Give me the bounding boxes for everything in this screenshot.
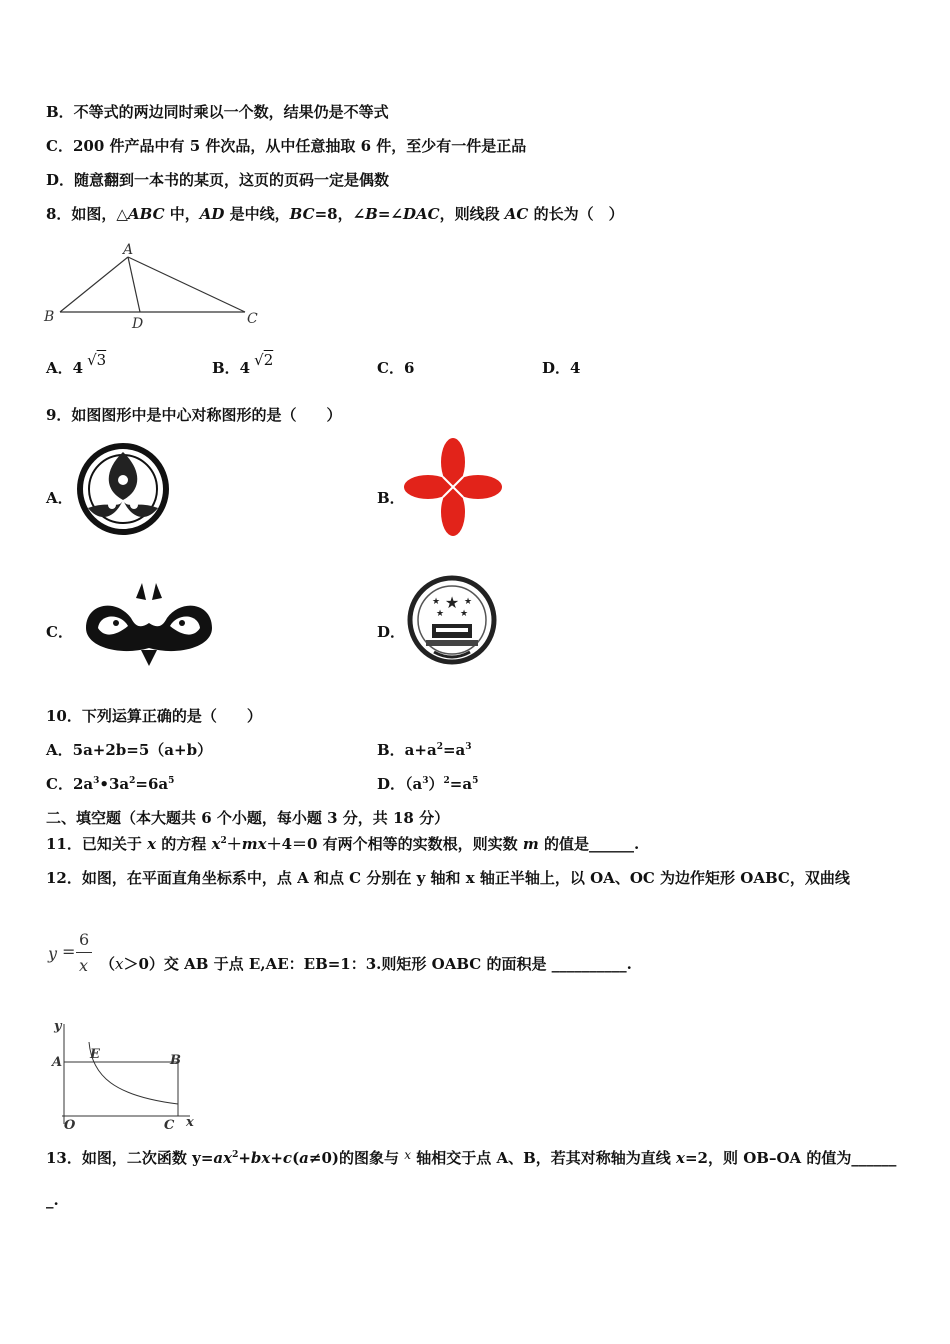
vertex-label-b: B xyxy=(44,309,55,325)
q10-stem: 10．下列运算正确的是（ ） xyxy=(46,707,262,725)
q8-option-c: C．6 xyxy=(377,359,415,377)
svg-text:★: ★ xyxy=(444,593,460,612)
q7-option-c: C．200 件产品中有 5 件次品，从中任意抽取 6 件，至少有一件是正品 xyxy=(46,137,527,155)
q9-option-b-label: B． xyxy=(377,489,405,507)
point-label-a: A xyxy=(52,1055,63,1070)
q9-figure-b-four-petal-flower xyxy=(403,437,503,537)
q13-stem: 13．如图，二次函数 $y=ax^2+bx+c(a\ne 0)$的图象与 $^x$ 轴相交于点 A、B，若其对称轴为直线 x=2，则 OB–OA 的值为______ xyxy=(46,1148,897,1167)
vertex-label-c: C xyxy=(247,311,258,327)
point-label-o: O xyxy=(64,1118,76,1133)
q13-stem-line2: _. xyxy=(46,1191,59,1209)
section-heading-fill-in-blank: 二、填空题（本大题共 6 个小题，每小题 3 分，共 18 分） xyxy=(46,809,450,827)
vertex-label-a: A xyxy=(123,242,134,258)
svg-text:★: ★ xyxy=(459,609,469,619)
q8-option-a: A．4 √3 xyxy=(46,351,107,377)
q10-option-d: D．$(a^3)^2=a^5$ xyxy=(377,775,479,793)
q9-figure-a-knot-emblem xyxy=(74,440,172,538)
point-label-e: E xyxy=(90,1047,100,1062)
q10-option-a: A．5a+2b=5（a+b） xyxy=(46,741,213,759)
q10-option-c: C．$2a^3•3a^2=6a^5$ xyxy=(46,775,175,793)
q9-option-d-label: D． xyxy=(377,623,406,641)
q9-stem: 9．如图图形中是中心对称图形的是（ ） xyxy=(46,406,342,424)
q8-option-b: B．4 √2 xyxy=(212,351,274,377)
q8-triangle-figure xyxy=(40,240,270,335)
vertex-label-d: D xyxy=(132,316,144,332)
axis-label-y: y xyxy=(54,1019,62,1034)
q11-stem: 11．已知关于 x 的方程 $x^2+mx+4=0$ 有两个相等的实数根，则实数 m 的值是______. xyxy=(46,835,640,853)
q7-option-d: D．随意翻到一本书的某页，这页的页码一定是偶数 xyxy=(46,171,390,189)
point-label-c: C xyxy=(164,1118,175,1133)
q10-option-b: B．$a+a^2=a^3$ xyxy=(377,741,472,759)
q8-stem: 8．如图，△ABC 中，AD 是中线，BC=8，∠B=∠DAC，则线段 AC 的长为（ ） xyxy=(46,205,624,223)
point-label-b: B xyxy=(170,1053,181,1068)
q8-option-d: D．4 xyxy=(542,359,581,377)
q12-coordinate-figure xyxy=(44,1016,204,1134)
q9-figure-c-twin-birds xyxy=(76,578,222,670)
q9-figure-d-national-emblem xyxy=(406,574,498,666)
q12-hyperbola-formula: y = 6 x xyxy=(46,930,96,978)
svg-text:★: ★ xyxy=(435,609,445,619)
q9-option-a-label: A． xyxy=(46,489,73,507)
svg-text:★: ★ xyxy=(431,597,441,607)
q12-stem-line2: （x＞0）交 AB 于点 E,AE：EB=1：3.则矩形 OABC 的面积是 __________. xyxy=(100,955,632,973)
q12-stem-line1: 12．如图，在平面直角坐标系中，点 A 和点 C 分别在 y 轴和 x 轴正半轴上，以 OA、OC 为边作矩形 OABC，双曲线 xyxy=(46,869,850,887)
q7-option-b: B．不等式的两边同时乘以一个数，结果仍是不等式 xyxy=(46,103,389,121)
svg-text:★: ★ xyxy=(463,597,473,607)
axis-label-x: x xyxy=(186,1115,194,1130)
q9-option-c-label: C． xyxy=(46,623,73,641)
